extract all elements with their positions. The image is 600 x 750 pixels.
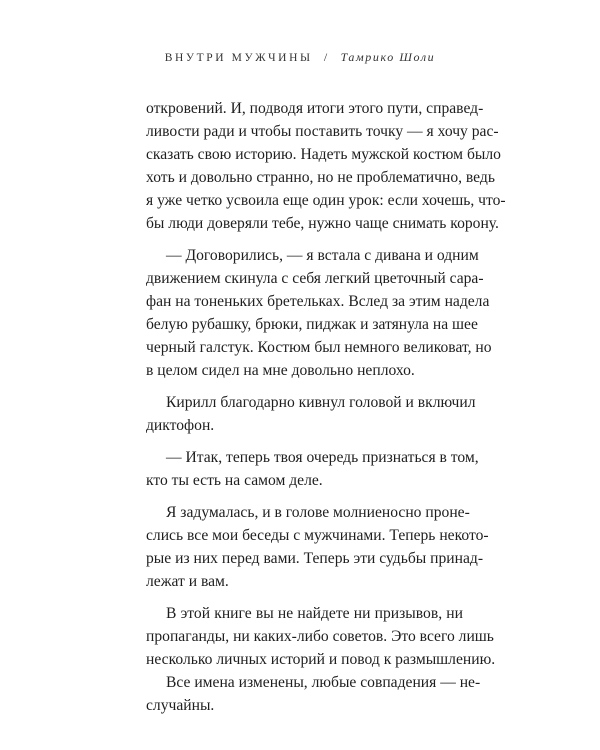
body-text xyxy=(146,97,506,717)
text-line: я уже четко усвоила еще один урок: если хочешь, что- xyxy=(146,192,506,209)
text-line: ливости ради и чтобы поставить точку — я хочу рас- xyxy=(146,123,499,140)
text-line: сказать свою историю. Надеть мужской костюм было xyxy=(146,146,501,163)
paragraph-2 xyxy=(146,244,492,382)
text-line: пропаганды, ни каких-либо советов. Это всего лишь xyxy=(146,628,494,645)
text-line: несколько личных историй и повод к размышлению. xyxy=(146,651,496,668)
text-line: случайны. xyxy=(146,697,215,714)
text-line: — Договорились, — я встала с дивана и одним xyxy=(166,247,479,264)
text-line: Все имена изменены, любые совпадения — не- xyxy=(166,674,481,691)
running-head-title: ВНУТРИ МУЖЧИНЫ xyxy=(164,52,313,64)
text-line: бы люди доверяли тебе, нужно чаще снимать корону. xyxy=(146,215,499,232)
text-line: диктофон. xyxy=(146,417,215,434)
text-line: в целом сидел на мне довольно неплохо. xyxy=(146,362,415,379)
text-line: В этой книге вы не найдете ни призывов, ни xyxy=(166,605,463,622)
running-head-author: Тамрико Шоли xyxy=(340,50,436,64)
paragraph-5 xyxy=(146,501,489,593)
text-line: слись все мои беседы с мужчинами. Теперь некото- xyxy=(146,527,489,544)
text-line: фан на тоненьких бретельках. Вслед за этим надела xyxy=(146,293,490,310)
text-line: черный галстук. Костюм был немного великоват, но xyxy=(146,339,492,356)
paragraph-1 xyxy=(146,97,506,235)
text-line: кто ты есть на самом деле. xyxy=(146,472,323,489)
text-line: хоть и довольно странно, но не проблематично, ведь xyxy=(146,169,495,186)
text-line: откровений. И, подводя итоги этого пути, справед- xyxy=(146,100,484,117)
text-line: — Итак, теперь твоя очередь признаться в том, xyxy=(166,449,479,466)
running-head-separator: / xyxy=(323,50,330,64)
paragraph-3 xyxy=(146,391,476,437)
text-line: Я задумалась, и в голове молниеносно проне- xyxy=(166,504,470,521)
text-line: Кирилл благодарно кивнул головой и включил xyxy=(166,394,476,411)
paragraph-4 xyxy=(146,446,479,492)
text-line: белую рубашку, брюки, пиджак и затянула на шее xyxy=(146,316,478,333)
text-line: рые из них перед вами. Теперь эти судьбы принад- xyxy=(146,550,484,567)
running-head xyxy=(0,50,600,65)
text-line: движением скинула с себя легкий цветочный сара- xyxy=(146,270,484,287)
paragraph-6 xyxy=(146,602,496,717)
text-line: лежат и вам. xyxy=(146,573,229,590)
